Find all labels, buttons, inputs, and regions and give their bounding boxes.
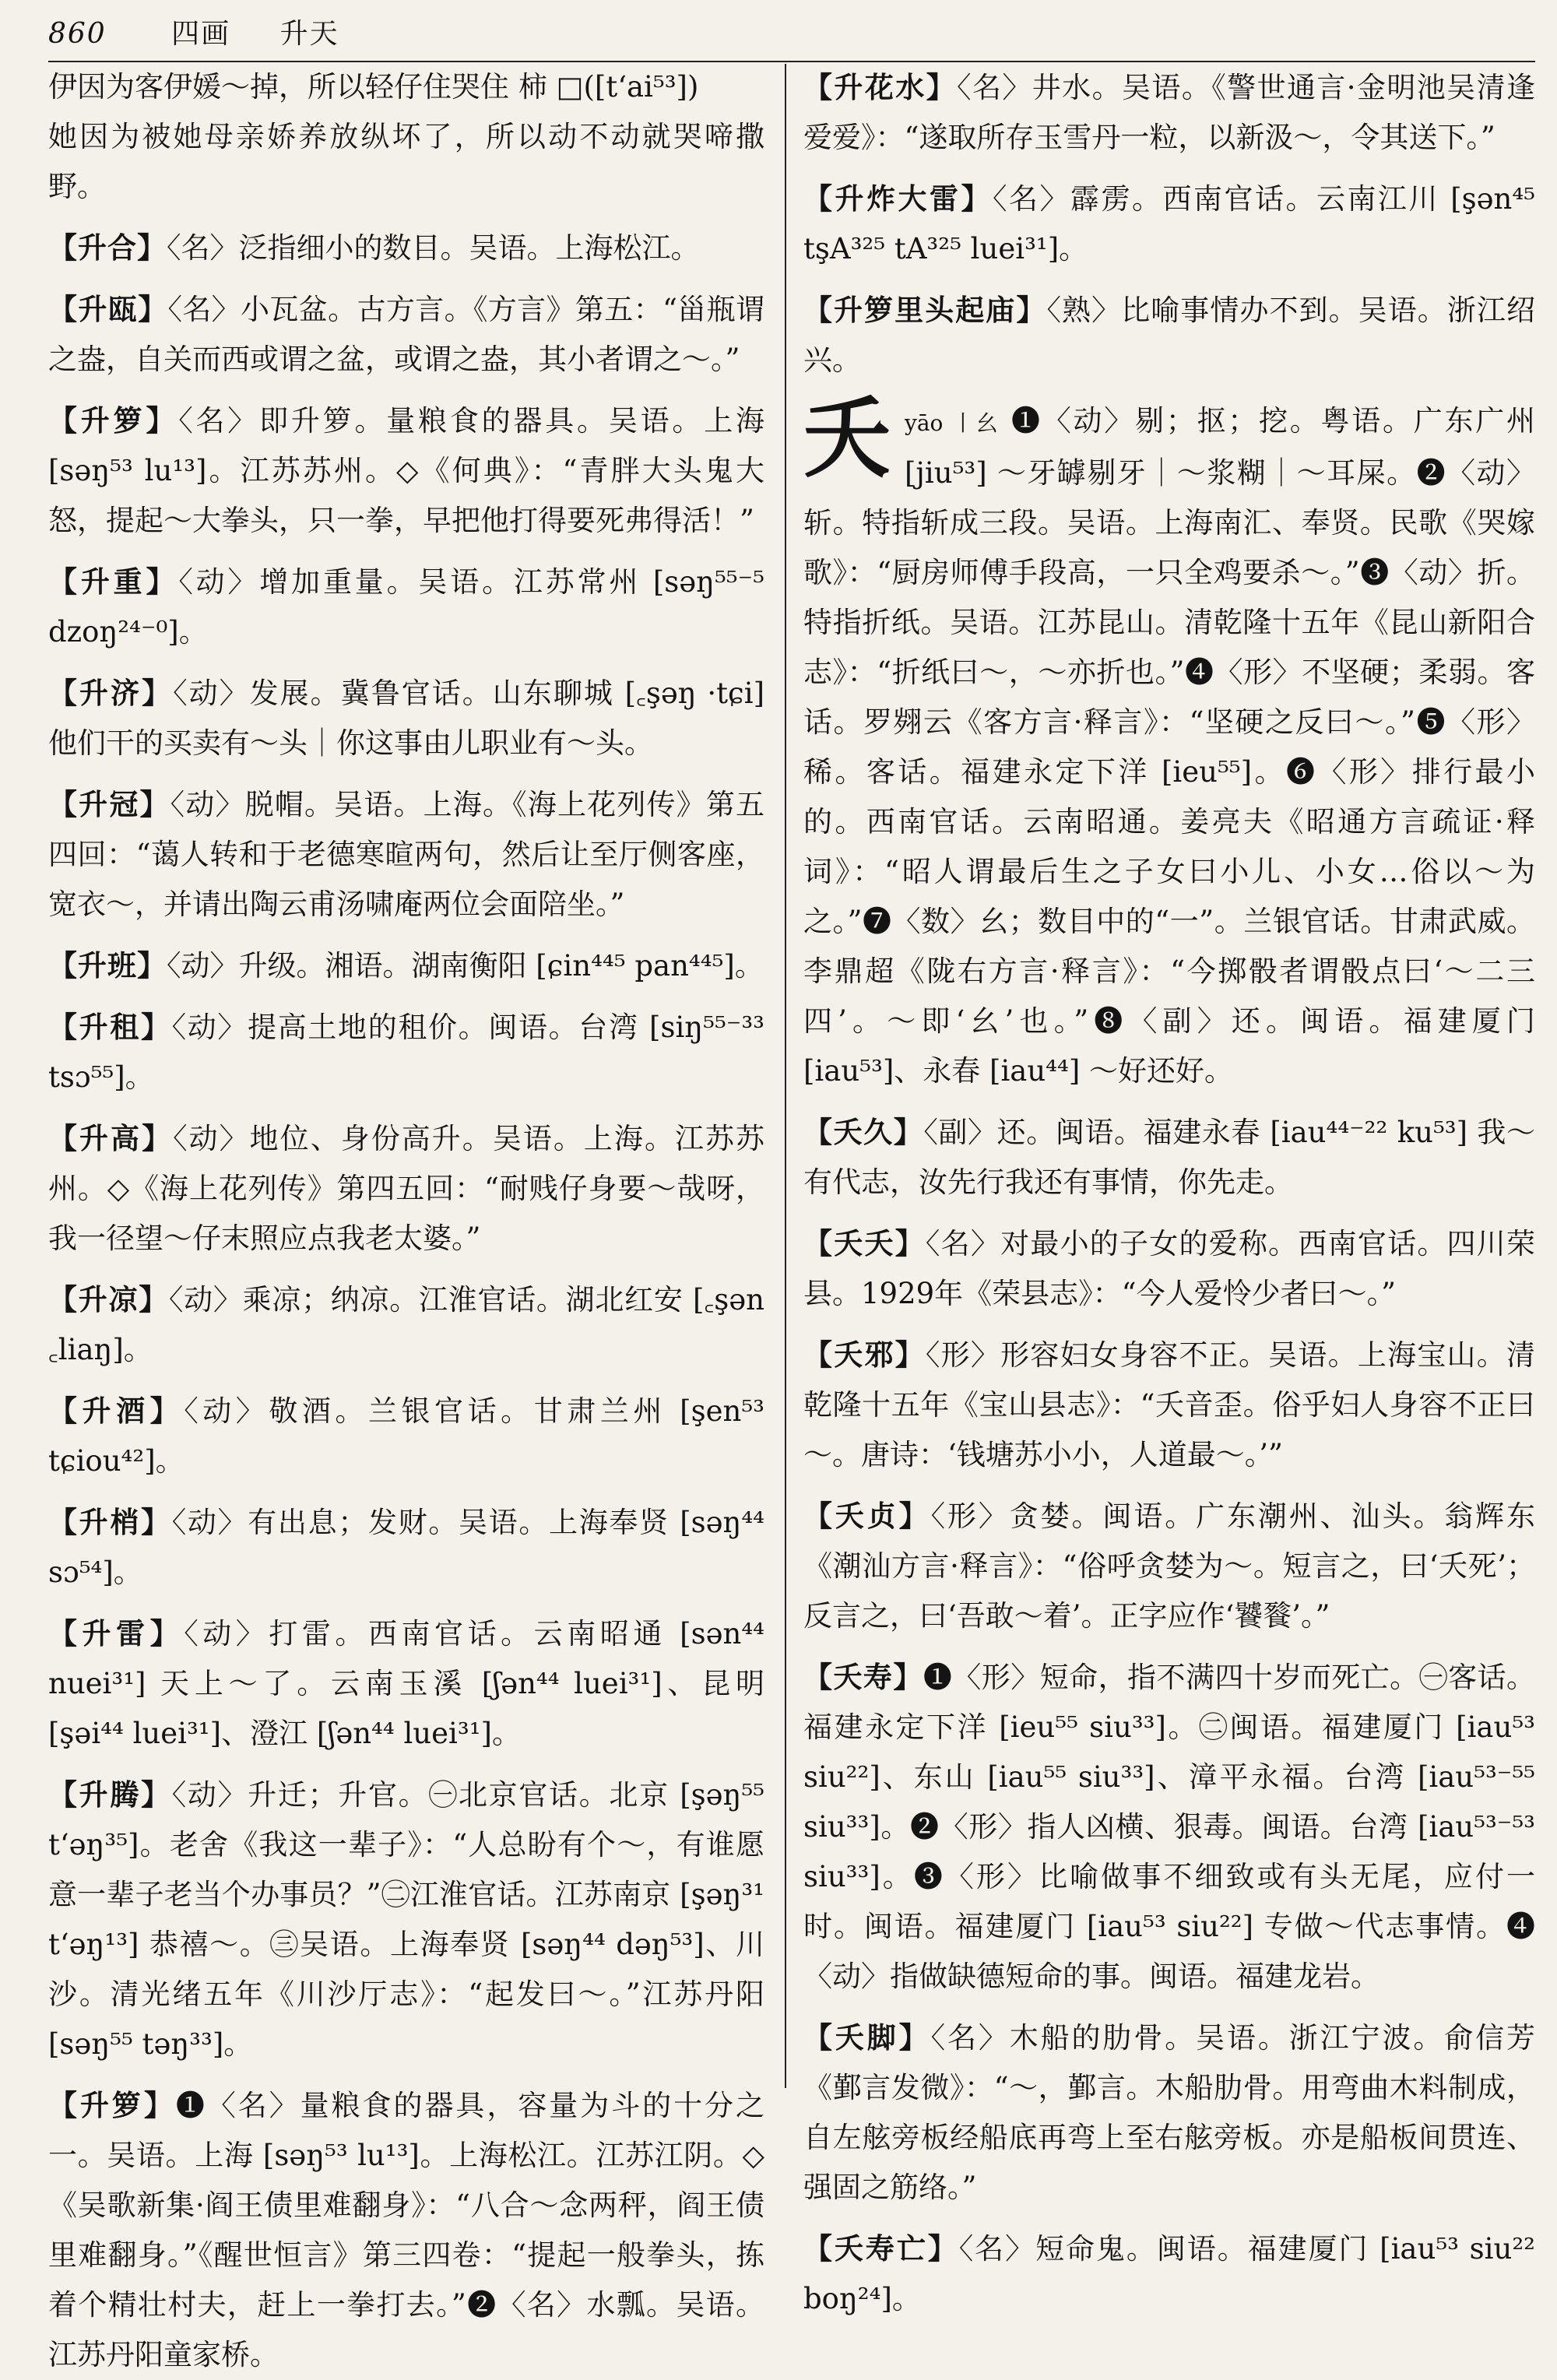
big-char: 夭 <box>803 388 891 490</box>
entry-headword: 【升合】 <box>48 230 167 265</box>
entry-headword: 【升凉】 <box>48 1282 169 1317</box>
dictionary-entry <box>48 1770 764 2069</box>
entry-headword: 【升雷】 <box>48 1616 185 1651</box>
entry-headword: 【升班】 <box>48 948 167 983</box>
entry-headword: 【夭久】 <box>803 1115 924 1149</box>
big-char-entry <box>803 388 1535 1096</box>
entry-headword: 【夭寿亡】 <box>803 2231 959 2266</box>
entry-definition: 〈动〉升迁；升官。㊀北京官话。北京 [şәŋ⁵⁵ t‘әŋ³⁵]。老舍《我这一辈子》：“人总盼有个～，有谁愿意一辈子老当个办事员？”㊁江淮官话。江苏南京 [şәŋ³¹ t‘әŋ¹³] 恭禧～。㊂吴语。上海奉贤 [sәŋ⁴⁴ dәŋ⁵³]、川沙。清光绪五年《川沙厅志》：“起发曰～。”江苏丹阳 [sәŋ⁵⁵ tәŋ³³]。 <box>48 1778 765 2061</box>
big-char-body: ❶〈动〉剔；抠；挖。粤语。广东广州 [jiu⁵³] ～牙罅剔牙｜～浆糊｜～耳屎。❷〈动〉斩。特指斩成三段。吴语。上海南汇、奉贤。民歌《哭嫁歌》：“厨房师傅手段高，一只全鸡要杀～。”❸〈动〉折。特指折纸。吴语。江苏昆山。清乾隆十五年《昆山新阳合志》：“折纸曰～，～亦折也。”❹〈形〉不坚硬；柔弱。客话。罗翙云《客方言·释言》：“坚硬之反曰～。”❺〈形〉稀。客话。福建永定下洋 [ieu⁵⁵]。❻〈形〉排行最小的。西南官话。云南昭通。姜亮夫《昭通方言疏证·释词》：“昭人谓最后生之子女曰小儿、小女…俗以～为之。”❼〈数〉幺；数目中的“一”。兰银官话。甘肃武威。李鼎超《陇右方言·释言》：“今掷骰者谓骰点曰‘～二三四’。～即‘幺’也。”❽〈副〉还。闽语。福建厦门 [iau⁵³]、永春 [iau⁴⁴] ～好还好。 <box>803 404 1535 1088</box>
entry-definition: 〈名〉即升箩。量粮食的器具。吴语。上海 [sәŋ⁵³ lu¹³]。江苏苏州。◇《何典》：“青胖大头鬼大怒，提起～大拳头，只一拳，早把他打得要死弗得活！” <box>48 404 765 537</box>
headword-range: 升天 <box>279 18 339 50</box>
right-entry-list-bottom <box>803 1107 1535 2324</box>
entry-headword: 【升瓯】 <box>48 292 168 326</box>
entry-definition: 〈动〉增加重量。吴语。江苏常州 [sәŋ⁵⁵⁻⁵ dzoŋ²⁴⁻⁰]。 <box>48 565 764 649</box>
entry-headword: 【升梢】 <box>48 1505 172 1539</box>
continuation-note: 她因为被她母亲娇养放纵坏了，所以动不动就哭啼撒野。 <box>48 120 764 203</box>
entry-headword: 【升腾】 <box>48 1777 172 1812</box>
right-entry-list-top <box>803 62 1535 385</box>
entry-headword: 【升酒】 <box>48 1394 185 1428</box>
entry-definition: 〈名〉对最小的子女的爱称。西南官话。四川荣县。1929年《荣县志》：“今人爱怜少者曰～。” <box>803 1227 1536 1310</box>
entry-definition: 〈动〉有出息；发财。吴语。上海奉贤 [sәŋ⁴⁴ sɔ⁵⁴]。 <box>48 1506 765 1589</box>
dictionary-entry <box>48 1002 764 1102</box>
column-divider <box>785 64 786 2088</box>
dictionary-entry <box>48 1113 764 1264</box>
entry-headword: 【升济】 <box>48 676 174 710</box>
entry-headword: 【夭夭】 <box>803 1226 926 1260</box>
entry-definition: 〈名〉霹雳。西南官话。云南江川 [şәn⁴⁵ tşA³²⁵ tA³²⁵ luei³¹]。 <box>803 182 1536 265</box>
page-number: 860 <box>48 18 107 50</box>
dictionary-entry <box>803 1330 1535 1480</box>
entry-definition: 〈名〉泛指细小的数目。吴语。上海松江。 <box>167 231 700 265</box>
entry-headword: 【升箩里头起庙】 <box>803 293 1047 327</box>
right-column <box>803 62 1536 2315</box>
entry-definition: 〈名〉井水。吴语。《警世通言·金明池吴清逢爱爱》：“遂取所存玉雪丹一粒，以新汲～，令其送下。” <box>803 71 1535 154</box>
entry-definition: 〈熟〉比喻事情办不到。吴语。浙江绍兴。 <box>803 294 1535 377</box>
entry-headword: 【夭寿】 <box>803 1660 923 1694</box>
continuation-line: 伊因为客伊媛～掉，所以轻仔住哭住 柿 □([t‘ai⁵³]) <box>48 70 699 104</box>
dictionary-entry <box>803 1652 1535 2002</box>
dictionary-entry <box>48 223 764 273</box>
entry-headword: 【夭贞】 <box>803 1499 931 1533</box>
entry-definition: 〈名〉小瓦盆。古方言。《方言》第五：“甾瓶谓之盎，自关而西或谓之盆，或谓之盎，其小者谓之～。” <box>48 293 764 376</box>
dictionary-entry <box>803 2224 1535 2324</box>
entry-definition: 〈动〉提高土地的租价。闽语。台湾 [siŋ⁵⁵⁻³³ tsɔ⁵⁵]。 <box>48 1011 764 1094</box>
entry-definition: 〈动〉地位、身份高升。吴语。上海。江苏苏州。◇《海上花列传》第四五回：“耐贱仔身要～哉呀，我一径望～仔末照应点我老太婆。” <box>48 1122 765 1255</box>
entry-headword: 【升高】 <box>48 1121 174 1155</box>
dictionary-entry <box>48 1497 764 1598</box>
entry-headword: 【升冠】 <box>48 787 170 821</box>
dictionary-entry <box>48 1608 764 1759</box>
dictionary-entry <box>803 174 1535 274</box>
entry-definition: 〈动〉打雷。西南官话。云南昭通 [sәn⁴⁴ nuei³¹] 天上～了。云南玉溪 [ʃәn⁴⁴ luei³¹]、昆明 [şәi⁴⁴ luei³¹]、澄江 [ʃәn⁴⁴ luei³¹]。 <box>48 1617 764 1750</box>
dictionary-entry <box>803 1218 1535 1319</box>
page-header <box>48 11 1535 58</box>
dictionary-entry <box>803 1107 1535 1208</box>
entry-definition: 〈动〉敬酒。兰银官话。甘肃兰州 [şen⁵³ tɕiou⁴²]。 <box>48 1394 764 1478</box>
dictionary-entry <box>48 940 764 991</box>
dictionary-entry <box>803 2013 1535 2213</box>
dictionary-entry <box>803 1491 1535 1641</box>
entry-definition: 〈动〉脱帽。吴语。上海。《海上花列传》第五四回：“蔼人转和于老德寒暄两句，然后让至厅侧客座，宽衣～，并请出陶云甫汤啸庵两位会面陪坐。” <box>48 788 765 921</box>
dictionary-entry <box>48 2080 764 2380</box>
entry-definition: 〈名〉木船的肋骨。吴语。浙江宁波。俞信芳《鄞言发微》：“～，鄞言。木船肋骨。用弯曲木料制成，自左舷旁板经船底再弯上至右舷旁板。亦是船板间贯连、强固之筋络。” <box>803 2021 1536 2204</box>
entry-headword: 【升炸大雷】 <box>803 181 993 216</box>
entry-headword: 【夭邪】 <box>803 1338 926 1372</box>
dictionary-entry <box>48 557 764 657</box>
dictionary-entry <box>48 1274 764 1375</box>
entry-headword: 【升箩】 <box>48 2088 176 2122</box>
entry-definition: 〈形〉贪婪。闽语。广东潮州、汕头。翁辉东《潮汕方言·释言》：“俗呼贪婪为～。短言之，曰‘夭死’；反言之，曰‘吾敢～着’。正字应作‘饕餮’。” <box>803 1499 1536 1633</box>
entry-headword: 【升箩】 <box>48 403 179 438</box>
continuation-text <box>48 62 764 212</box>
dictionary-entry <box>48 1386 764 1486</box>
section-label: 四画 <box>171 18 231 50</box>
dictionary-entry <box>48 779 764 930</box>
entry-definition: 〈形〉形容妇女身容不正。吴语。上海宝山。清乾隆十五年《宝山县志》：“夭音歪。俗乎妇人身容不正曰～。唐诗：‘钱塘苏小小，人道最～。’” <box>803 1338 1536 1471</box>
entry-headword: 【夭脚】 <box>803 2020 931 2055</box>
dictionary-entry <box>803 285 1535 385</box>
entry-definition: 〈动〉乘凉；纳凉。江淮官话。湖北红安 [꜀şәn ꜀liaŋ]。 <box>48 1283 764 1366</box>
big-char-pronunciation: yāo 丨幺 <box>905 410 1000 436</box>
entry-definition: 〈动〉升级。湘语。湖南衡阳 [ɕin⁴⁴⁵ pan⁴⁴⁵]。 <box>167 949 764 983</box>
entry-definition: ❶〈形〉短命，指不满四十岁而死亡。㊀客话。福建永定下洋 [ieu⁵⁵ siu³³]。㊁闽语。福建厦门 [iau⁵³ siu²²]、东山 [iau⁵⁵ siu³³]、漳平永福。台湾 [iau⁵³⁻⁵⁵ siu³³]。❷〈形〉指人凶横、狠毒。闽语。台湾 [iau⁵³⁻⁵³ siu³³]。❸〈形〉比喻做事不细致或有头无尾，应付一时。闽语。福建厦门 [iau⁵³ siu²²] 专做～代志事情。❹〈动〉指做缺德短命的事。闽语。福建龙岩。 <box>803 1661 1536 1993</box>
entry-definition: ❶〈名〉量粮食的器具，容量为斗的十分之一。吴语。上海 [sәŋ⁵³ lu¹³]。上海松江。江苏江阴。◇《吴歌新集·阎王债里难翻身》：“八合～念两秤，阎王债里难翻身。”《醒世恒言》第三四卷：“提起一般拳头，拣着个精壮村夫，赶上一拳打去。”❷〈名〉水瓢。吴语。江苏丹阳童家桥。 <box>48 2089 765 2371</box>
dictionary-entry <box>48 284 764 385</box>
left-column <box>48 62 765 2371</box>
entry-headword: 【升重】 <box>48 564 179 599</box>
dictionary-entry <box>803 62 1535 163</box>
dictionary-entry <box>48 395 764 546</box>
entry-headword: 【升花水】 <box>803 70 958 104</box>
entry-definition: 〈副〉还。闽语。福建永春 [iau⁴⁴⁻²² ku⁵³] 我～有代志，汝先行我还有事情，你先走。 <box>803 1116 1535 1199</box>
entry-definition: 〈动〉发展。冀鲁官话。山东聊城 [꜀şәŋ ·tɕi] 他们干的买卖有～头｜你这事由儿职业有～头。 <box>48 677 765 760</box>
entry-headword: 【升租】 <box>48 1010 172 1044</box>
left-entry-list <box>48 223 764 2380</box>
dictionary-entry <box>48 668 764 768</box>
entry-definition: 〈名〉短命鬼。闽语。福建厦门 [iau⁵³ siu²² boŋ²⁴]。 <box>803 2232 1536 2315</box>
